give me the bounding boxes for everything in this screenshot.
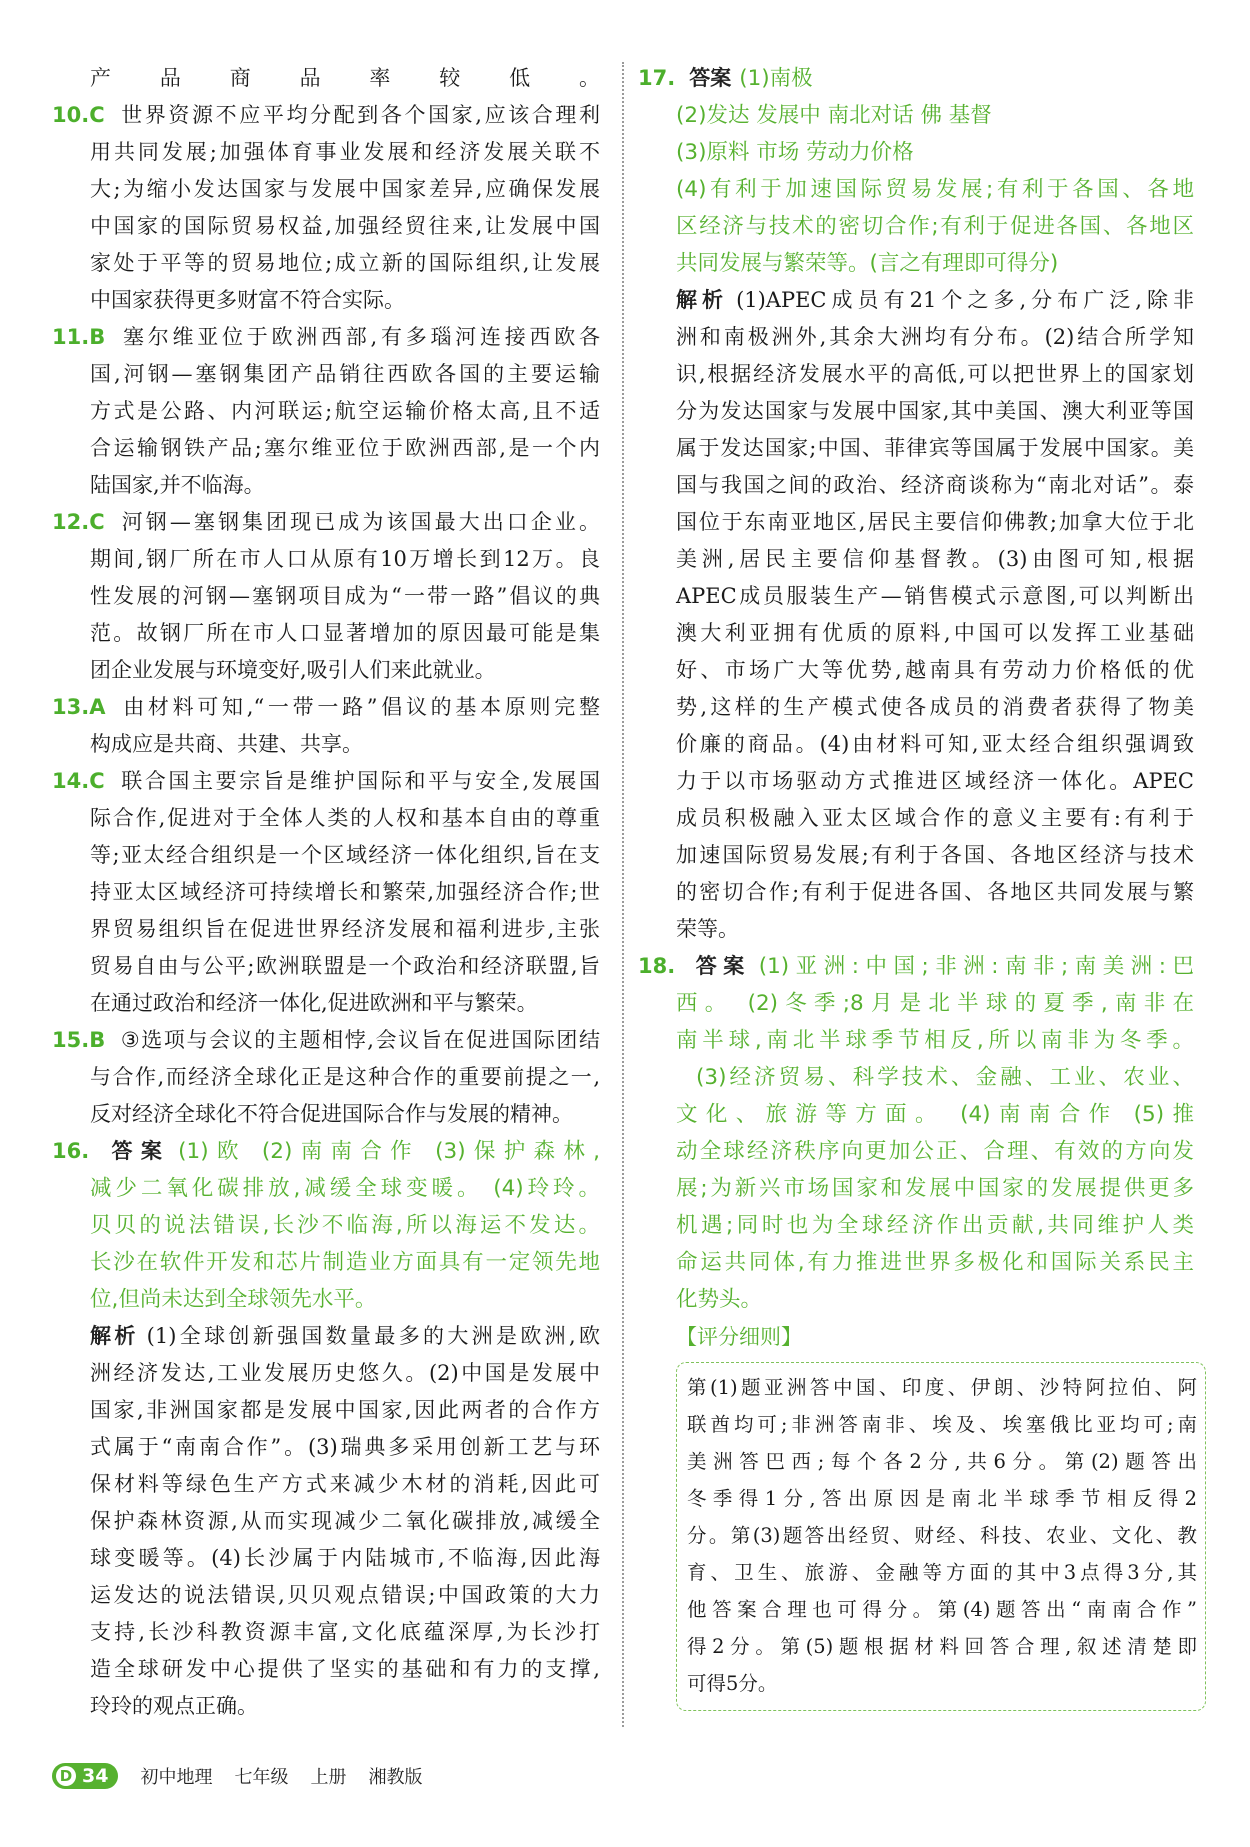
body-text: 澳大利亚拥有优质的原料,中国可以发挥工业基础 xyxy=(676,621,1194,645)
text-line xyxy=(638,578,1194,615)
body-text: 保护森林资源,从而实现减少二氧化碳排放,减缓全 xyxy=(90,1509,600,1533)
body-text: 洲经济发达,工业发展历史悠久。(2)中国是发展中 xyxy=(90,1361,600,1385)
rubric-title: 【评分细则】 xyxy=(676,1325,802,1349)
page-number: 34 xyxy=(82,1765,109,1787)
question-number: 16. xyxy=(52,1139,90,1163)
body-text: 式属于“南南合作”。(3)瑞典多采用创新工艺与环 xyxy=(90,1435,600,1459)
body-text: 陆国家,并不临海。 xyxy=(90,473,265,497)
question-number: 12.C xyxy=(52,510,105,534)
page-footer xyxy=(52,1761,422,1791)
rubric-line: 育、卫生、旅游、金融等方面的其中3点得3分,其 xyxy=(687,1561,1197,1584)
question-number: 10.C xyxy=(52,103,105,127)
answer-text: 展;为新兴市场国家和发展中国家的发展提供更多 xyxy=(676,1176,1194,1201)
answer-text: (3)原料 市场 劳动力价格 xyxy=(676,140,914,165)
question-number: 14.C xyxy=(52,769,105,793)
text-line xyxy=(52,1355,600,1392)
text-line xyxy=(52,1059,600,1096)
answer-continuation xyxy=(638,1096,1194,1133)
answer-text: (1)亚洲:中国;非洲:南非;南美洲:巴 xyxy=(758,954,1194,979)
answer-text: 区经济与技术的密切合作;有利于促进各国、各地区 xyxy=(676,214,1194,239)
explanation-text: 塞尔维亚位于欧洲西部,有多瑙河连接西欧各 xyxy=(119,325,600,349)
text-line xyxy=(52,1651,600,1688)
text-line xyxy=(638,800,1194,837)
text-line xyxy=(52,245,600,282)
text-line xyxy=(52,393,600,430)
text-line xyxy=(52,541,600,578)
body-text: 保材料等绿色生产方式来减少木材的消耗,因此可 xyxy=(90,1472,600,1496)
answer-text: 减少二氧化碳排放,减缓全球变暖。 (4)玲玲。 xyxy=(90,1176,600,1201)
answer-continuation xyxy=(638,1207,1194,1244)
text-line xyxy=(52,874,600,911)
text-line xyxy=(638,356,1194,393)
text-line xyxy=(52,356,600,393)
body-text: 期间,钢厂所在市人口从原有10万增长到12万。良 xyxy=(90,547,600,571)
footer-subject: 初中地理 xyxy=(140,1767,213,1788)
body-text: 持亚太区域经济可持续增长和繁荣,加强经济合作;世 xyxy=(90,880,600,904)
explanation-text: 由材料可知,“一带一路”倡议的基本原则完整 xyxy=(119,695,600,719)
text-line xyxy=(52,467,600,504)
question-line xyxy=(52,763,600,800)
question-number: 11.B xyxy=(52,325,106,349)
answer-line xyxy=(638,948,1194,985)
body-text: 合运输钢铁产品;塞尔维亚位于欧洲西部,是一个内 xyxy=(90,436,600,460)
text-line xyxy=(52,134,600,171)
analysis-label: 解析 xyxy=(676,288,729,312)
answer-text: (1)欧 (2)南南合作 (3)保护森林, xyxy=(178,1139,600,1164)
body-text: 洲和南极洲外,其余大洲均有分布。(2)结合所学知 xyxy=(676,325,1194,349)
text-line xyxy=(638,874,1194,911)
text-line xyxy=(52,1096,600,1133)
body-text: 反对经济全球化不符合促进国际合作与发展的精神。 xyxy=(90,1102,573,1126)
text-line xyxy=(52,911,600,948)
text-line xyxy=(52,1503,600,1540)
body-text: 加速国际贸易发展;有利于各国、各地区经济与技术 xyxy=(676,843,1194,867)
answer-continuation xyxy=(52,1281,600,1318)
text-line xyxy=(52,615,600,652)
answer-continuation xyxy=(638,1022,1194,1059)
body-text: 成员积极融入亚太区域合作的意义主要有:有利于 xyxy=(676,806,1194,830)
rubric-line: 美洲答巴西;每个各2分,共6分。第(2)题答出 xyxy=(687,1450,1197,1473)
rubric-box xyxy=(676,1362,1206,1711)
rubric-line: 分。第(3)题答出经贸、财经、科技、农业、文化、教 xyxy=(687,1524,1197,1547)
answer-continuation xyxy=(638,97,1194,134)
answer-text: (1)南极 xyxy=(739,66,813,91)
body-text: 用共同发展;加强体育事业发展和经济发展关联不 xyxy=(90,140,600,164)
answer-label: 答案 xyxy=(103,1139,171,1163)
text-line xyxy=(52,726,600,763)
question-number: 17. xyxy=(638,66,676,90)
text-line xyxy=(52,1540,600,1577)
text-line xyxy=(638,504,1194,541)
body-text: 运发达的说法错误,贝贝观点错误;中国政策的大力 xyxy=(90,1583,600,1607)
rubric-line: 他答案合理也可得分。第(4)题答出“南南合作” xyxy=(687,1598,1197,1621)
question-line xyxy=(52,504,600,541)
question-number: 15.B xyxy=(52,1028,106,1052)
body-text: 分为发达国家与发展中国家,其中美国、澳大利亚等国 xyxy=(676,399,1194,423)
text-line xyxy=(52,208,600,245)
text-line xyxy=(52,800,600,837)
body-text: 贸易自由与公平;欧洲联盟是一个政治和经济联盟,旨 xyxy=(90,954,600,978)
answer-text: (4)有利于加速国际贸易发展;有利于各国、各地 xyxy=(676,177,1194,202)
answer-continuation xyxy=(638,171,1194,208)
body-text: 大;为缩小发达国家与发展中国家差异,应确保发展 xyxy=(90,177,600,201)
text-line xyxy=(638,430,1194,467)
body-text: 产品商品率较低。 xyxy=(90,66,600,90)
body-text: 造全球研发中心提供了坚实的基础和有力的支撑, xyxy=(90,1657,600,1681)
text-line xyxy=(638,467,1194,504)
body-text: 际合作,促进对于全体人类的人权和基本自由的尊重 xyxy=(90,806,600,830)
answer-continuation xyxy=(52,1207,600,1244)
question-line xyxy=(52,319,600,356)
answer-text: 共同发展与繁荣等。(言之有理即可得分) xyxy=(676,251,1059,276)
answer-text: (2)发达 发展中 南北对话 佛 基督 xyxy=(676,103,992,128)
text-line xyxy=(52,1688,600,1725)
body-text: 势,这样的生产模式使各成员的消费者获得了物美 xyxy=(676,695,1194,719)
answer-line xyxy=(52,1133,600,1170)
answer-continuation xyxy=(638,1059,1194,1096)
badge-letter: D xyxy=(56,1766,76,1786)
text-line xyxy=(52,430,600,467)
answer-continuation xyxy=(638,134,1194,171)
text-line xyxy=(52,985,600,1022)
rubric-line: 第(1)题亚洲答中国、印度、伊朗、沙特阿拉伯、阿 xyxy=(687,1376,1197,1399)
text-line xyxy=(638,763,1194,800)
analysis-line xyxy=(52,1318,600,1355)
answer-text: 西。 (2)冬季;8月是北半球的夏季,南非在 xyxy=(676,991,1194,1016)
answer-text: 化势头。 xyxy=(676,1287,763,1312)
answer-text: 机遇;同时也为全球经济作出贡献,共同维护人类 xyxy=(676,1213,1194,1238)
body-text: 界贸易组织旨在促进世界经济发展和福利进步,主张 xyxy=(90,917,600,941)
right-column xyxy=(638,60,1197,1711)
right-answer-lines xyxy=(638,60,1194,1318)
answer-line xyxy=(638,60,1194,97)
answer-text: (3)经济贸易、科学技术、金融、工业、农业、 xyxy=(696,1065,1194,1090)
body-text: APEC成员服装生产—销售模式示意图,可以判断出 xyxy=(676,584,1194,608)
text-line xyxy=(52,837,600,874)
body-text: 中国家获得更多财富不符合实际。 xyxy=(90,288,405,312)
answer-continuation xyxy=(638,1244,1194,1281)
text-line xyxy=(638,615,1194,652)
answer-continuation xyxy=(638,1281,1194,1318)
answer-label: 答案 xyxy=(689,954,751,978)
text-line xyxy=(638,726,1194,763)
answer-continuation xyxy=(52,1244,600,1281)
text-line xyxy=(638,911,1194,948)
text-line xyxy=(52,1392,600,1429)
answer-continuation xyxy=(638,208,1194,245)
body-text: 国位于东南亚地区,居民主要信仰佛教;加拿大位于北 xyxy=(676,510,1194,534)
footer-edition: 湘教版 xyxy=(368,1767,423,1788)
body-text: 美洲,居民主要信仰基督教。(3)由图可知,根据 xyxy=(676,547,1194,571)
text-line xyxy=(52,60,600,97)
body-text: 球变暖等。(4)长沙属于内陆城市,不临海,因此海 xyxy=(90,1546,600,1570)
body-text: 玲玲的观点正确。 xyxy=(90,1694,258,1718)
text-line xyxy=(52,578,600,615)
body-text: 在通过政治和经济一体化,促进欧洲和平与繁荣。 xyxy=(90,991,538,1015)
text-line xyxy=(52,1429,600,1466)
answer-text: 动全球经济秩序向更加公正、合理、有效的方向发 xyxy=(676,1139,1194,1164)
text-line xyxy=(52,1614,600,1651)
body-text: 荣等。 xyxy=(676,917,739,941)
rubric-line: 可得5分。 xyxy=(687,1672,778,1695)
body-text: 构成应是共商、共建、共享。 xyxy=(90,732,363,756)
text-line xyxy=(638,689,1194,726)
text-line xyxy=(638,837,1194,874)
body-text: 的密切合作;有利于促进各国、各地区共同发展与繁 xyxy=(676,880,1194,904)
answer-text: 文化、旅游等方面。 (4)南南合作 (5)推 xyxy=(676,1102,1194,1127)
question-number: 18. xyxy=(638,954,676,978)
analysis-text: (1)APEC成员有21个之多,分布广泛,除非 xyxy=(736,288,1194,312)
text-line xyxy=(52,1577,600,1614)
text-line xyxy=(52,171,600,208)
text-line xyxy=(52,652,600,689)
footer-grade: 七年级 xyxy=(234,1767,289,1788)
rubric-line: 联酋均可;非洲答南非、埃及、埃塞俄比亚均可;南 xyxy=(687,1413,1197,1436)
answer-text: 贝贝的说法错误,长沙不临海,所以海运不发达。 xyxy=(90,1213,600,1238)
body-text: 中国家的国际贸易权益,加强经贸往来,让发展中国 xyxy=(90,214,600,238)
answer-text: 南半球,南北半球季节相反,所以南非为冬季。 xyxy=(676,1028,1194,1053)
text-line xyxy=(638,541,1194,578)
text-line xyxy=(638,393,1194,430)
question-number: 13.A xyxy=(52,695,106,719)
rubric-line: 得2分。第(5)题根据材料回答合理,叙述清楚即 xyxy=(687,1635,1197,1658)
question-line xyxy=(52,689,600,726)
body-text: 团企业发展与环境变好,吸引人们来此就业。 xyxy=(90,658,496,682)
answer-text: 命运共同体,有力推进世界多极化和国际关系民主 xyxy=(676,1250,1194,1275)
body-text: 国与我国之间的政治、经济商谈称为“南北对话”。泰 xyxy=(676,473,1194,497)
explanation-text: 世界资源不应平均分配到各个国家,应该合理利 xyxy=(118,103,600,127)
answer-continuation xyxy=(52,1170,600,1207)
explanation-text: ③选项与会议的主题相悖,会议旨在促进国际团结 xyxy=(119,1028,600,1052)
question-line xyxy=(52,97,600,134)
body-text: 属于发达国家;中国、菲律宾等国属于发展中国家。美 xyxy=(676,436,1194,460)
question-line xyxy=(52,1022,600,1059)
body-text: 国家,非洲国家都是发展中国家,因此两者的合作方 xyxy=(90,1398,600,1422)
answer-text: 位,但尚未达到全球领先水平。 xyxy=(90,1287,377,1312)
rubric-line: 冬季得1分,答出原因是南北半球季节相反得2 xyxy=(687,1487,1197,1510)
body-text: 国,河钢—塞钢集团产品销往西欧各国的主要运输 xyxy=(90,362,600,386)
analysis-line xyxy=(638,282,1194,319)
answer-text: 长沙在软件开发和芯片制造业方面具有一定领先地 xyxy=(90,1250,600,1275)
body-text: 与合作,而经济全球化正是这种合作的重要前提之一, xyxy=(90,1065,600,1089)
text-line xyxy=(638,319,1194,356)
left-column xyxy=(52,60,600,1725)
body-text: 力于以市场驱动方式推进区域经济一体化。APEC xyxy=(676,769,1194,793)
page-number-badge xyxy=(52,1763,118,1789)
body-text: 家处于平等的贸易地位;成立新的国际组织,让发展 xyxy=(90,251,600,275)
body-text: 方式是公路、内河联运;航空运输价格太高,且不适 xyxy=(90,399,600,423)
text-line xyxy=(638,652,1194,689)
explanation-text: 河钢—塞钢集团现已成为该国最大出口企业。 xyxy=(118,510,600,534)
body-text: 识,根据经济发展水平的高低,可以把世界上的国家划 xyxy=(676,362,1194,386)
text-line xyxy=(52,948,600,985)
body-text: 等;亚太经合组织是一个区域经济一体化组织,旨在支 xyxy=(90,843,600,867)
body-text: 好、市场广大等优势,越南具有劳动力价格低的优 xyxy=(676,658,1194,682)
body-text: 性发展的河钢—塞钢项目成为“一带一路”倡议的典 xyxy=(90,584,600,608)
text-line xyxy=(52,282,600,319)
analysis-text: (1)全球创新强国数量最多的大洲是欧洲,欧 xyxy=(146,1324,600,1348)
analysis-label: 解析 xyxy=(90,1324,139,1348)
answer-continuation xyxy=(638,1133,1194,1170)
body-text: 支持,长沙科教资源丰富,文化底蕴深厚,为长沙打 xyxy=(90,1620,600,1644)
answer-continuation xyxy=(638,1170,1194,1207)
footer-volume: 上册 xyxy=(310,1767,347,1788)
explanation-text: 联合国主要宗旨是维护国际和平与安全,发展国 xyxy=(118,769,600,793)
answer-continuation xyxy=(638,245,1194,282)
column-divider xyxy=(622,62,624,1727)
answer-continuation xyxy=(638,985,1194,1022)
body-text: 范。故钢厂所在市人口显著增加的原因最可能是集 xyxy=(90,621,600,645)
body-text: 价廉的商品。(4)由材料可知,亚太经合组织强调致 xyxy=(676,732,1194,756)
answer-label: 答案 xyxy=(689,66,732,90)
text-line xyxy=(52,1466,600,1503)
